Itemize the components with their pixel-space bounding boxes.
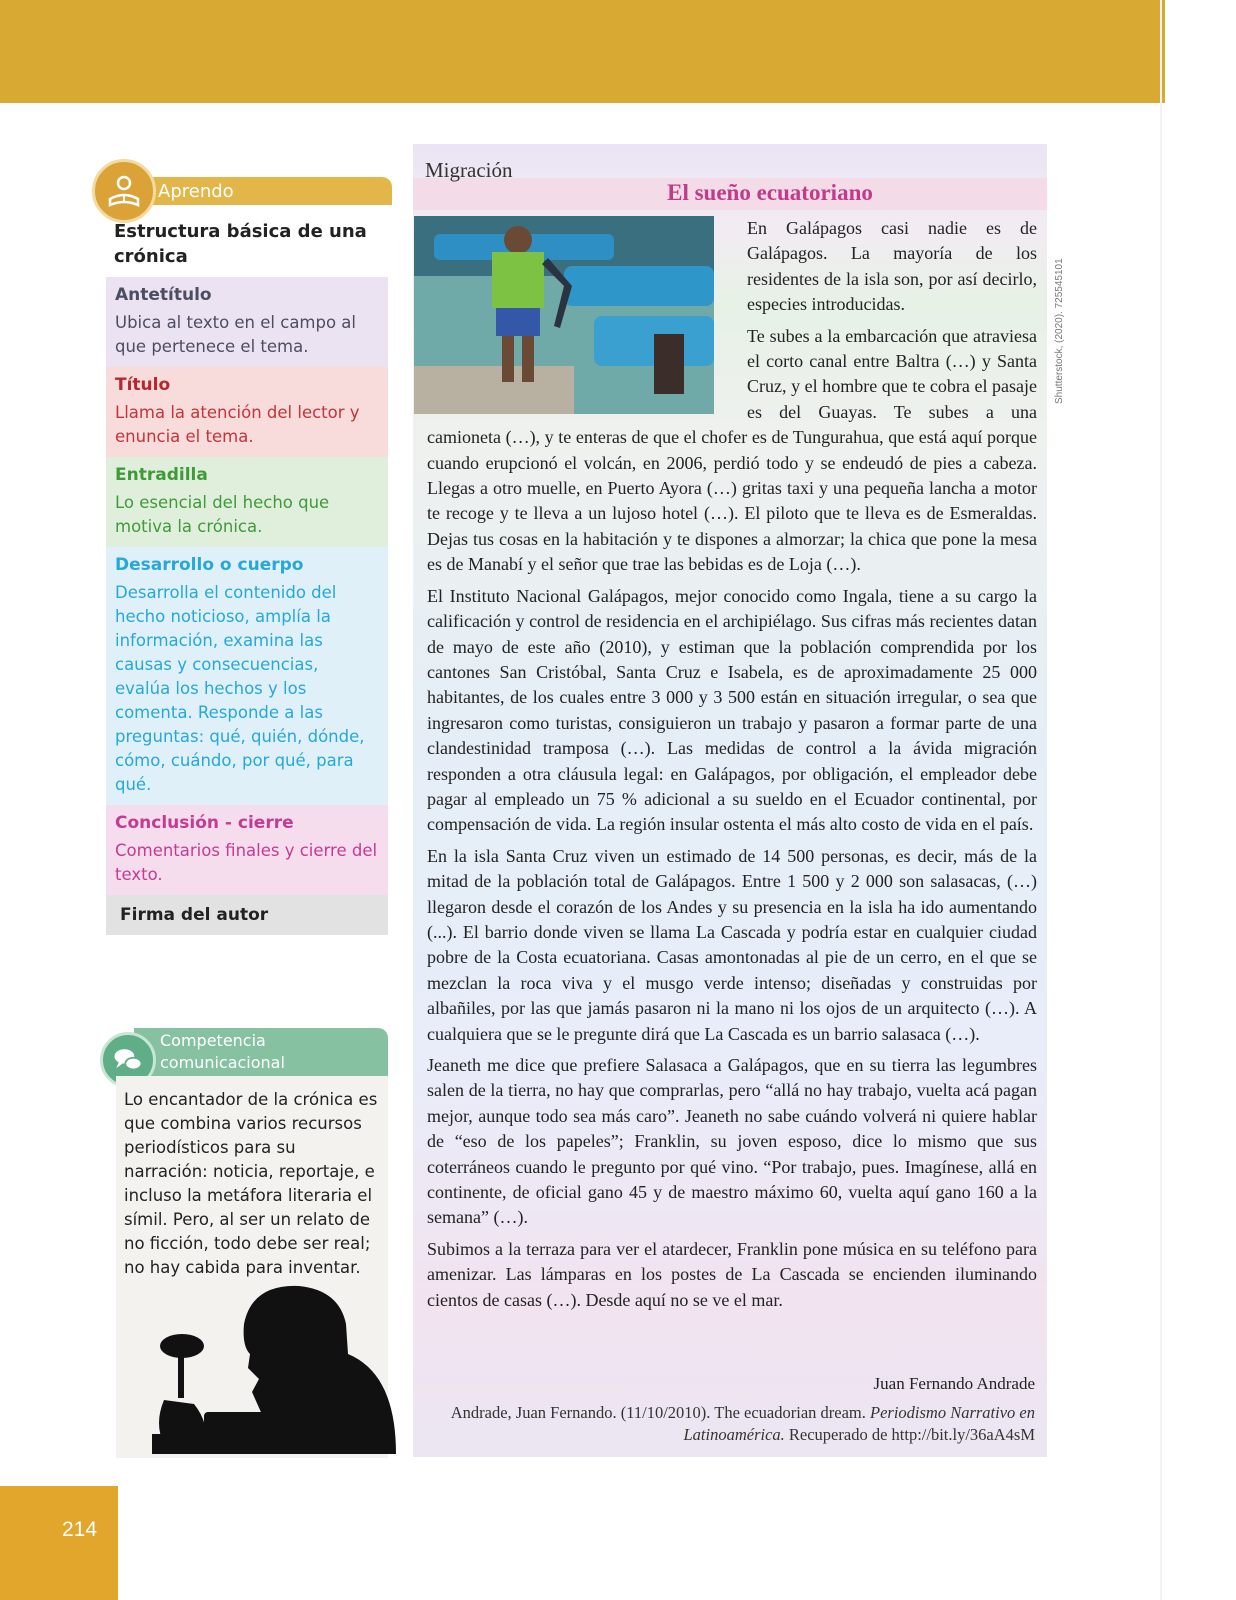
section-text: Lo esencial del hecho que motiva la crónica. <box>115 493 330 536</box>
article-panel <box>413 144 1047 1457</box>
section-desarrollo <box>106 547 388 805</box>
article-paragraph: En la isla Santa Cruz viven un estimado de 14 500 personas, es decir, más de la mitad de la población total de Galápagos. Entre 1 500 y 2 000 son salasacas, (…) llegaron desde el corazón de los Andes y su presencia en la isla ha ido aumentando (...). El barrio donde viven se llama La Cascada y podría estar en cualquier ciudad pobre de la Costa ecuatoriana. Casas amontonadas al pie de un cerro, en el que se mezclan la roca viva y el musgo verde intenso; diseñadas y construidas por albañiles, por las que jamás pasaron ni la mano ni los ojos de un arquitecto (…). A cualquiera que se le pregunte dirá que La Cascada es un barrio salasaca (…). <box>427 845 1037 1044</box>
photo-credit: Shutterstock, (2020). 725545101 <box>1054 258 1065 404</box>
article-section: Migración <box>425 158 513 182</box>
competencia-label: Competencia comunicacional <box>160 1031 285 1072</box>
writer-silhouette-illustration <box>134 1284 396 1454</box>
photo-wrap-space <box>427 216 747 414</box>
article-paragraph: Subimos a la terraza para ver el atardecer, Franklin pone música en su teléfono para amenizar. Las lámparas en los postes de La Cascada se encienden iluminando cientos de casas (…). Desde aquí no se ve el mar. <box>427 1238 1037 1310</box>
aprendo-panel <box>106 175 388 935</box>
illustration-credit <box>0 1265 1 1344</box>
section-title: Desarrollo o cuerpo <box>115 555 304 575</box>
section-conclusion <box>106 805 388 895</box>
article-reference <box>435 1402 1035 1446</box>
section-titulo <box>106 367 388 457</box>
section-text: Llama la atención del lector y enuncia el tema. <box>115 403 360 446</box>
competencia-text: Lo encantador de la crónica es que combina varios recursos periodísticos para su narración: noticia, reportaje, e incluso la metáfora literaria el símil. Pero, al ser un relato de no ficción, todo debe ser real; no hay cabida para inventar. <box>124 1090 378 1277</box>
section-text: Ubica al texto en el campo al que pertenece el tema. <box>115 313 357 356</box>
article-body <box>427 216 1037 1319</box>
article-author: Juan Fernando Andrade <box>873 1374 1035 1393</box>
section-text: Comentarios finales y cierre del texto. <box>115 841 378 884</box>
section-title: Entradilla <box>115 465 208 485</box>
page-number: 214 <box>62 1518 98 1541</box>
section-antetitulo <box>106 277 388 367</box>
section-entradilla <box>106 457 388 547</box>
reference-citation: Andrade, Juan Fernando. (11/10/2010). The ecuadorian dream. <box>450 1403 866 1422</box>
aprendo-label: Aprendo <box>158 181 234 202</box>
reference-url: Recuperado de http://bit.ly/36aA4sM <box>788 1425 1035 1444</box>
section-firma: Firma del autor <box>106 895 388 935</box>
section-title: Título <box>115 375 171 395</box>
top-color-band <box>0 0 1165 103</box>
competencia-panel <box>104 1028 388 1458</box>
section-title: Conclusión - cierre <box>115 813 294 833</box>
aprendo-header <box>106 175 388 207</box>
article-title: El sueño ecuatoriano <box>667 180 873 205</box>
article-paragraph: Te subes a la embarcación que atraviesa el corto canal entre Baltra (…) y Santa Cruz, y el hombre que te cobra el pasaje es del Guayas. Te subes a una camioneta (…), y te enteras de que el chofer es de Tungurahua, que está aquí porque cuando erupcionó el volcán, en 2006, perdió todo y se endeudó de pies a cabeza. Llegas a otro muelle, en Puerto Ayora (…) gritas taxi y una pequeña lancha a motor te recoge y te lleva a un lujoso hotel (…). El piloto que te lleva es de Esmeraldas. Dejas tus cosas en la habitación y te dispones a almorzar; la chica que pone la mesa es de Manabí y el señor que trae las bebidas es de Loja (…). <box>427 325 1037 575</box>
section-title: Antetítulo <box>115 285 212 305</box>
article-paragraph: En Galápagos casi nadie es de Galápagos. La mayoría de los residentes de la isla son, por así decirlo, especies introducidas. <box>747 218 1037 315</box>
page-edge <box>1160 0 1162 1600</box>
section-text: Desarrolla el contenido del hecho noticioso, amplía la información, examina las causas y consecuencias, evalúa los hechos y los comenta. Responde a las preguntas: qué, quién, dónde, cómo, cuándo, por qué, para qué. <box>115 583 365 794</box>
competencia-body <box>116 1076 388 1458</box>
article-paragraph: Jeaneth me dice que prefiere Salasaca a Galápagos, que en su tierra las legumbres salen de la tierra, no hay que comprarlas, pero “allá no hay trabajo, vuelta acá pagan mejor, aunque todo sea más caro”. Jeaneth no sabe cuándo volverá ni quiere hablar de “eso de los papeles”; Franklin, su joven esposo, dice lo mismo que sus coterráneos cuando le pregunto por qué vino. “Por trabajo, pues. Imagínese, allá en continente, de oficial gano 45 y de maestro máximo 60, vuelta aquí gano 160 a la semana” (…). <box>427 1055 1037 1228</box>
article-paragraph: El Instituto Nacional Galápagos, mejor conocido como Ingala, tiene a su cargo la calificación y control de residencia en el archipiélago. Sus cifras más recientes datan de mayo de este año (2010), y estiman que la población comprendida por los cantones San Cristóbal, Santa Cruz e Isabela, es de aproximadamente 25 000 habitantes, de los cuales entre 3 000 y 3 500 están en situación irregular, o sea que ingresaron como turistas, consiguieron un trabajo y pasaron a formar parte de una clandestinidad tramposa (…). Las medidas de control a la ávida migración responden a otra cláusula legal: en Galápagos, por obligación, el empleador debe pagar al empleado un 75 % adicional a su sueldo en el Ecuador continental, por compensación de vida. La región insular ostenta el más alto costo de vida en el país. <box>427 585 1037 835</box>
aprendo-heading: Estructura básica de una crónica <box>106 207 388 277</box>
student-reading-icon <box>92 159 156 223</box>
reference-source: Periodismo Narrativo en Latinoamérica. <box>683 1403 1035 1444</box>
bottom-color-band <box>0 1486 118 1600</box>
